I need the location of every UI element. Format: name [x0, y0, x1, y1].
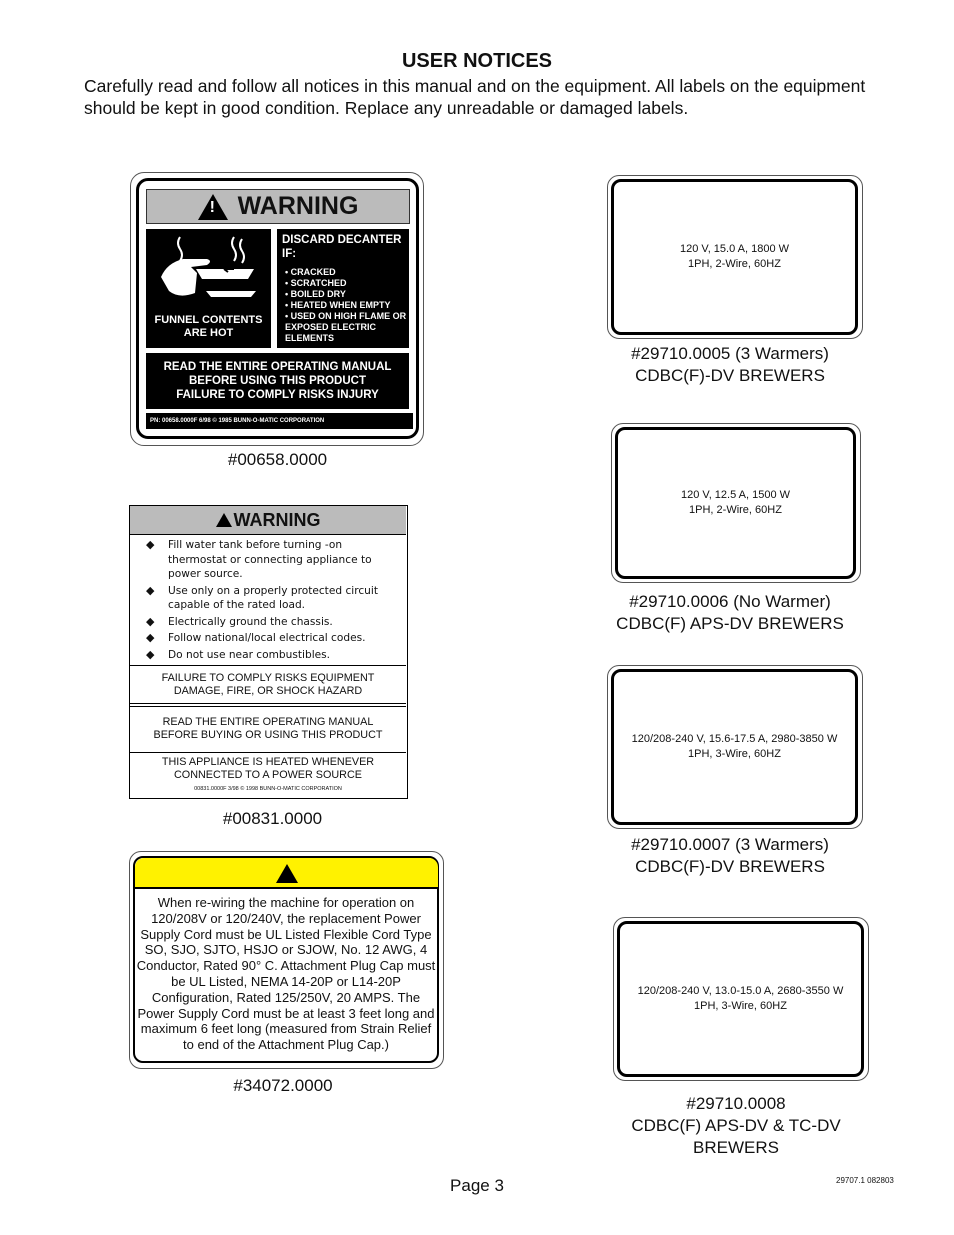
label-00831-read-box: READ THE ENTIRE OPERATING MANUAL BEFORE BUYING OR USING THIS PRODUCT: [130, 706, 406, 751]
divider: [130, 703, 406, 704]
caption-00658: #00658.0000: [227, 450, 328, 469]
warning-triangle-icon: [216, 513, 232, 527]
label-00658-part-number: PN: 00658.0000F 6/98 © 1985 BUNN-O-MATIC CORPORATION: [146, 413, 413, 429]
caption-29710-0006: #29710.0006 (No Warmer) CDBC(F) APS-DV BREWERS: [616, 592, 844, 633]
list-item: • BOILED DRY: [285, 289, 409, 300]
list-item: • CRACKED: [285, 267, 409, 278]
document-code: 29707.1 082803: [836, 1176, 894, 1185]
page-title: USER NOTICES: [401, 50, 553, 72]
caption-29710-0008: #29710.0008 CDBC(F) APS-DV & TC-DV BREWERS: [631, 1094, 841, 1157]
caution-triangle-icon: [276, 864, 298, 883]
list-item: ◆ Follow national/local electrical codes.: [146, 631, 404, 646]
discard-heading: DISCARD DECANTER IF:: [282, 234, 402, 260]
page-number: Page 3: [450, 1176, 504, 1195]
list-item: ◆ Electrically ground the chassis.: [146, 615, 404, 630]
plate-29710-0005: 120 V, 15.0 A, 1800 W 1PH, 2-Wire, 60HZ: [611, 179, 858, 335]
caption-34072: #34072.0000: [233, 1076, 333, 1095]
caption-00831: #00831.0000: [222, 809, 323, 828]
list-item: • HEATED WHEN EMPTY: [285, 300, 409, 311]
caption-29710-0007: #29710.0007 (3 Warmers) CDBC(F)-DV BREWERS: [631, 835, 829, 876]
list-item: ◆ Fill water tank before turning -on thermostat or connecting appliance to power source.: [146, 538, 404, 582]
plate-29710-0007: 120/208-240 V, 15.6-17.5 A, 2980-3850 W 1PH, 3-Wire, 60HZ: [611, 669, 858, 825]
label-00658-funnel-panel: [146, 229, 271, 348]
funnel-hot-text: FUNNEL CONTENTS ARE HOT: [154, 314, 263, 339]
hot-hand-icon: [146, 229, 271, 314]
label-00831-failure-box: FAILURE TO COMPLY RISKS EQUIPMENT DAMAGE, FIRE, OR SHOCK HAZARD: [130, 665, 406, 703]
label-34072-caution-band: [135, 858, 438, 889]
list-item: • SCRATCHED: [285, 278, 409, 289]
label-34072-text: When re-wiring the machine for operation on 120/208V or 120/240V, the replacement Power Supply Cord must be UL Listed Flexible Cord Type SO, SJO, SJTO, HSJO or SJOW, No. 12 AWG, 4 Conductor, Rated 90° C. Attachment Plug Cap must be UL Listed, NEMA 14-20P or L14-20P Configuration, Rated 125/250V, 20 AMPS. The Power Supply Cord must be at least 3 feet long and maximum 6 feet long (measured from Strain Relief to end of the Attachment Plug Cap.): [136, 895, 436, 1053]
caption-29710-0005: #29710.0005 (3 Warmers) CDBC(F)-DV BREWERS: [631, 344, 829, 385]
warning-triangle-icon: [198, 194, 228, 220]
label-00658-heading-text: WARNING: [237, 192, 359, 220]
label-00658-discard-panel: [277, 229, 409, 348]
label-00831-heated-box: THIS APPLIANCE IS HEATED WHENEVER CONNECTED TO A POWER SOURCE: [130, 752, 406, 785]
intro-paragraph: Carefully read and follow all notices in this manual and on the equipment. All labels on the equipment should be kept in good condition. Replace any unreadable or damaged labels.: [84, 76, 866, 118]
label-00658-read-manual: READ THE ENTIRE OPERATING MANUAL BEFORE USING THIS PRODUCT FAILURE TO COMPLY RISKS INJURY: [146, 353, 409, 409]
label-00831-heading: WARNING: [130, 506, 406, 535]
plate-29710-0008: 120/208-240 V, 13.0-15.0 A, 2680-3550 W 1PH, 3-Wire, 60HZ: [617, 921, 864, 1077]
list-item: ◆ Do not use near combustibles.: [146, 648, 404, 663]
plate-29710-0006: 120 V, 12.5 A, 1500 W 1PH, 2-Wire, 60HZ: [615, 427, 856, 579]
label-00831-part-number: 00831.0000F 3/98 © 1998 BUNN-O-MATIC CORPORATION: [194, 786, 342, 792]
discard-list: [277, 267, 409, 344]
label-00831-list: [146, 538, 404, 664]
label-00658-heading: [146, 189, 410, 224]
list-item: • USED ON HIGH FLAME OR EXPOSED ELECTRIC ELEMENTS: [285, 311, 409, 344]
list-item: ◆ Use only on a properly protected circuit capable of the rated load.: [146, 584, 404, 613]
